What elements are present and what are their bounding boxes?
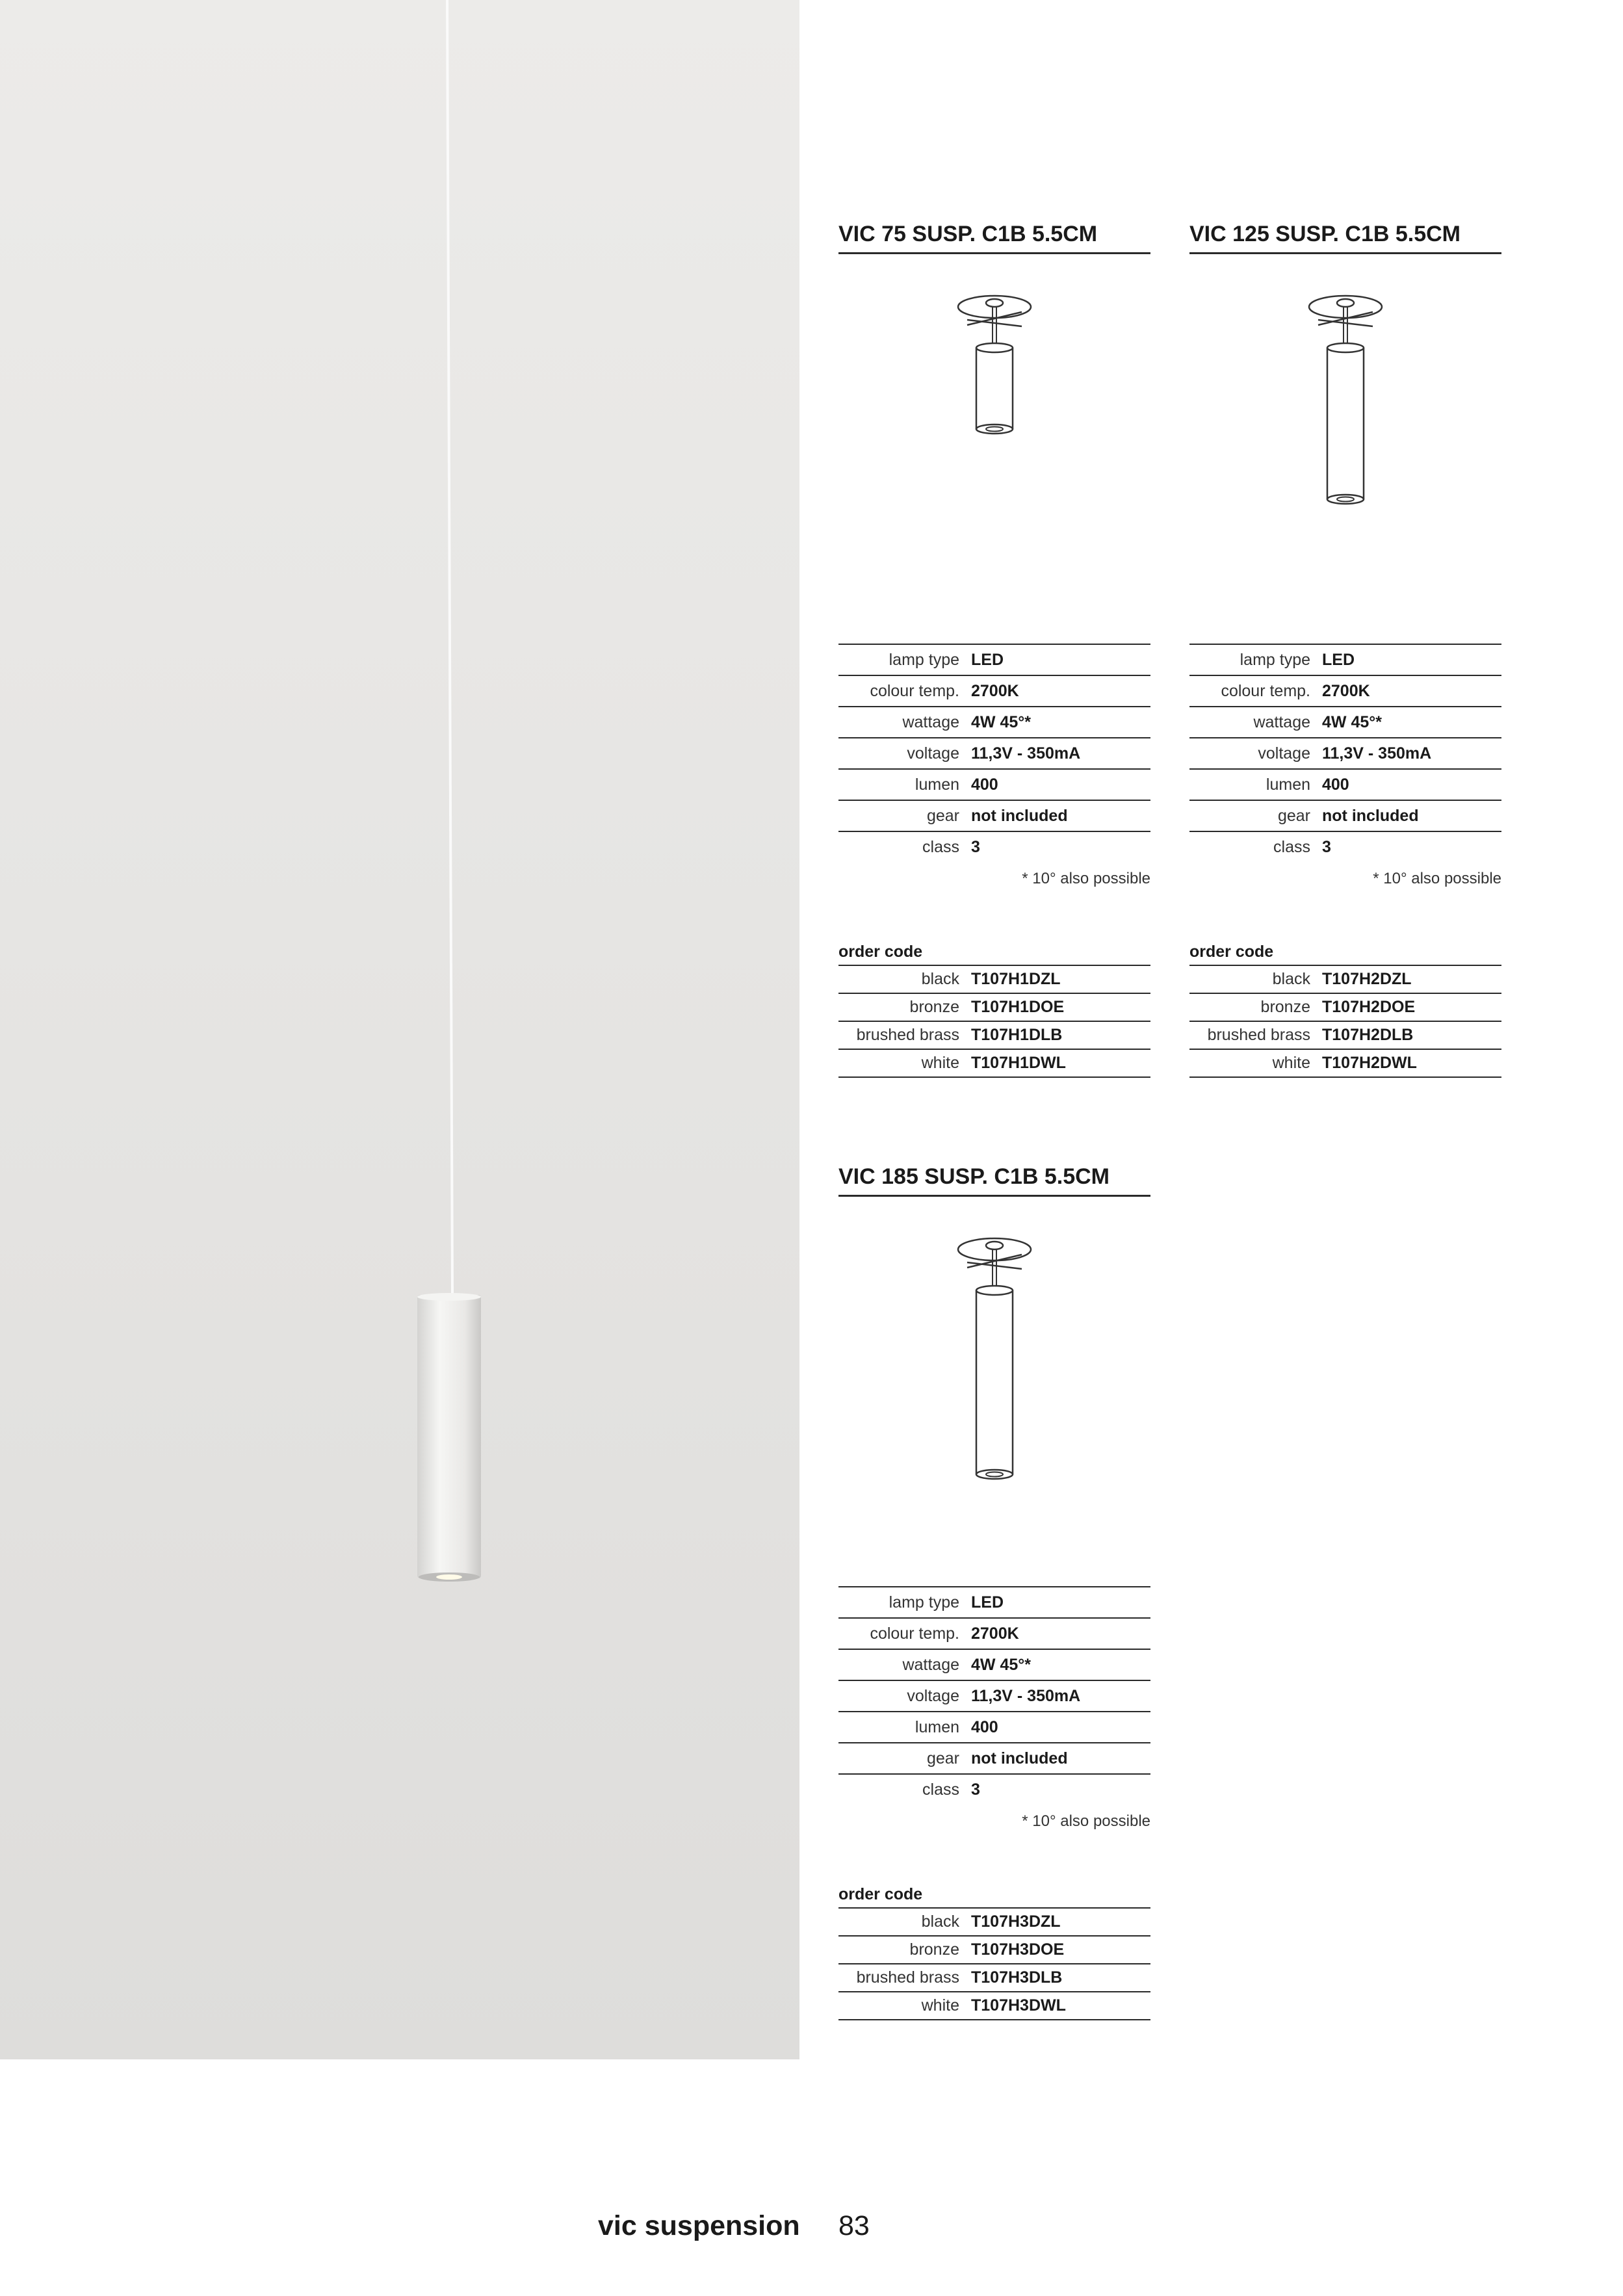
spec-row: gear not included bbox=[838, 1742, 1150, 1773]
pendant-medium-drawing bbox=[1280, 286, 1410, 507]
spec-row: voltage 11,3V - 350mA bbox=[838, 737, 1150, 768]
order-row: white T107H3DWL bbox=[838, 1992, 1150, 2020]
product-photo bbox=[0, 0, 799, 2059]
order-row: white T107H2DWL bbox=[1189, 1050, 1501, 1078]
product-vic-75 bbox=[838, 221, 1150, 1072]
spec-row: lumen 400 bbox=[838, 768, 1150, 800]
order-row: bronze T107H2DOE bbox=[1189, 994, 1501, 1022]
spec-row: colour temp. 2700K bbox=[838, 675, 1150, 706]
footer-title: vic suspension bbox=[598, 2210, 800, 2241]
pendant-long-drawing bbox=[929, 1229, 1059, 1515]
spec-row: wattage 4W 45°* bbox=[1189, 706, 1501, 737]
spec-row: voltage 11,3V - 350mA bbox=[1189, 737, 1501, 768]
order-row: brushed brass T107H2DLB bbox=[1189, 1022, 1501, 1050]
order-row: brushed brass T107H3DLB bbox=[838, 1964, 1150, 1992]
order-row: white T107H1DWL bbox=[838, 1050, 1150, 1078]
spec-row: gear not included bbox=[1189, 800, 1501, 831]
order-code-heading: order code bbox=[838, 939, 1150, 966]
order-row: black T107H1DZL bbox=[838, 966, 1150, 994]
order-row: bronze T107H3DOE bbox=[838, 1937, 1150, 1964]
order-row: black T107H2DZL bbox=[1189, 966, 1501, 994]
product-vic-125 bbox=[1189, 221, 1501, 1072]
spec-row: lamp type LED bbox=[838, 1586, 1150, 1617]
spec-row: lamp type LED bbox=[838, 644, 1150, 675]
spec-row: lumen 400 bbox=[838, 1711, 1150, 1742]
spec-row: voltage 11,3V - 350mA bbox=[838, 1680, 1150, 1711]
product-title: VIC 125 SUSP. C1B 5.5CM bbox=[1189, 221, 1501, 254]
spec-row: class 3 bbox=[1189, 831, 1501, 862]
pendant-short-drawing bbox=[929, 286, 1059, 455]
order-row: black T107H3DZL bbox=[838, 1909, 1150, 1937]
order-code-heading: order code bbox=[838, 1881, 1150, 1909]
spec-row: colour temp. 2700K bbox=[1189, 675, 1501, 706]
spec-note: * 10° also possible bbox=[1022, 1812, 1150, 1830]
order-code-heading: order code bbox=[1189, 939, 1501, 966]
spec-row: lumen 400 bbox=[1189, 768, 1501, 800]
spec-row: lamp type LED bbox=[1189, 644, 1501, 675]
spec-row: wattage 4W 45°* bbox=[838, 1649, 1150, 1680]
order-row: brushed brass T107H1DLB bbox=[838, 1022, 1150, 1050]
spec-note: * 10° also possible bbox=[1022, 870, 1150, 887]
product-title: VIC 185 SUSP. C1B 5.5CM bbox=[838, 1164, 1150, 1197]
spec-row: wattage 4W 45°* bbox=[838, 706, 1150, 737]
spec-row: class 3 bbox=[838, 831, 1150, 862]
spec-row: colour temp. 2700K bbox=[838, 1617, 1150, 1649]
product-vic-185 bbox=[838, 1164, 1150, 2015]
page-number: 83 bbox=[838, 2210, 870, 2241]
spec-row: class 3 bbox=[838, 1773, 1150, 1805]
spec-note: * 10° also possible bbox=[1373, 870, 1501, 887]
order-row: bronze T107H1DOE bbox=[838, 994, 1150, 1022]
spec-row: gear not included bbox=[838, 800, 1150, 831]
product-title: VIC 75 SUSP. C1B 5.5CM bbox=[838, 221, 1150, 254]
